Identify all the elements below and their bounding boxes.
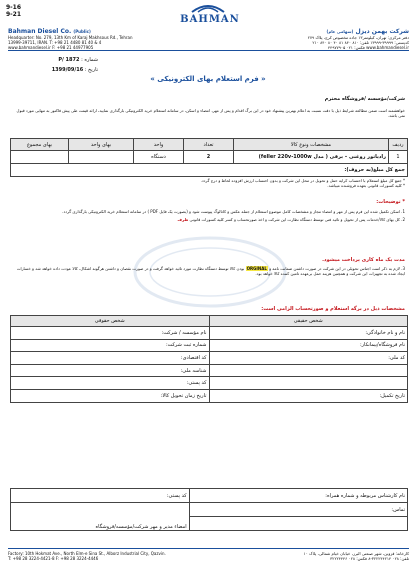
factory-phone-fa: تلفن: ۰۲۸ ۳۲۲۲۴۴۲۱۴-۸ فکس: ۰۲۸ ۳۲۲۲۴۴۴۶ — [330, 556, 409, 561]
items-header-row — [11, 139, 408, 151]
company-type-en: (Public) — [73, 29, 91, 34]
bottom-postal-field[interactable]: کد پستی: — [11, 489, 190, 503]
table-row — [11, 339, 408, 352]
note-3-rest: بودن کالا توسط دستگاه نظارت مورد تائید خواهد گرفت و در صورت نقصان و داشتن هرگونه اشکال، کالا عودت داده خواهد شد و خسارات ایجاد شده به تجهیزات این شرکت و همچنین هزینه حمل برعهده تامین کننده کالا خواهد بود. — [16, 266, 405, 276]
row-unit-price[interactable] — [69, 151, 134, 164]
delivery-date-field[interactable]: تاریخ زمان تحویل کالا: — [11, 389, 210, 402]
items-table — [10, 138, 408, 177]
ref-date-label: تاریخ : — [84, 67, 98, 73]
notes-title: * توضیحات: — [376, 199, 405, 205]
table-row — [11, 503, 408, 517]
full-name-field[interactable]: نام و نام خانوادگی: — [209, 327, 408, 340]
store-name-field[interactable]: نام فروشگاه/پیمانکار: — [209, 339, 408, 352]
required-info-title: مشخصات ذیل در برگه استعلام و صورتحساب الزامی است: — [261, 306, 405, 312]
postal-code-field[interactable]: کد پستی: — [11, 377, 210, 390]
phone-fa: کدپستی: ۳۹۹۹۹-۱۳۹۹۹ تلفن: ۸۱۰ ۸۴۰ ۸۱ ۴۰ ۸۰ ۸۴۰ ۲۱۰ — [312, 40, 409, 45]
economic-code-field[interactable]: کد اقتصادی: — [11, 352, 210, 365]
empty-field[interactable] — [209, 364, 408, 377]
col-legal-person: شخص حقوقی — [11, 316, 210, 327]
signature-stamp-field[interactable]: امضاء مدیر و مهر شرکت/مؤسسه/فروشگاه — [11, 503, 190, 531]
vendor-info-table — [10, 315, 408, 403]
expert-contact-field[interactable]: نام کارشناس مربوطه و شماره همراه: — [189, 489, 407, 503]
col-unit-price: بهای واحد — [69, 139, 134, 151]
note-3 — [13, 266, 405, 276]
address-en: Headquarter: No. 279, 13th Km of Karaj Makhsous Rd., Tehran — [8, 35, 133, 40]
col-quantity: تعداد — [184, 139, 234, 151]
table-row — [11, 364, 408, 377]
company-name-field[interactable]: نام مؤسسه / شرکت: — [11, 327, 210, 340]
ref-number-label: شماره : — [81, 57, 98, 63]
contact-phone-field[interactable]: تماس: — [189, 503, 407, 517]
col-description: مشخصات ونوع کالا — [234, 139, 389, 151]
registration-number-field[interactable]: شماره ثبت شرکت: — [11, 339, 210, 352]
form-title: « فرم استعلام بهای الکترونیکی » — [150, 75, 266, 83]
row-quantity: 2 — [184, 151, 234, 164]
condition-1: * جمع کل مبلغ استعلام با احتساب کرایه حمل و تحویل در محل این شرکت و بدون احتساب ارزش افزوده لحاظ و درج گردد. — [200, 178, 405, 183]
company-name-fa: شرکت بهمن دیزل — [355, 28, 409, 35]
national-code-field[interactable]: کد ملی: — [209, 352, 408, 365]
empty-field[interactable] — [209, 377, 408, 390]
intro-paragraph: خواهشمند است ضمن مطالعه شرایط ذیل با دقت نسبت به اعلام بهترین پیشنهاد خود در این برگ اقدام و پس از مهر، امضاء و اسکن، در سامانه استعلام خرید الکترونیکی بارگذاری نمایید، ارائه قیمت طی پیش فاکتور به تنهایی مورد قبول نمی باشد. — [16, 108, 405, 118]
note-2: 2. کل بهای کالا/خدمات پس از تحویل و تائید فنی توسط دستگاه نظارت این شرکت و اخذ صورتحساب و کسر کلیه کسورات قانونی — [189, 217, 405, 222]
ref-date: 1399/09/16 — [51, 67, 84, 73]
header-fa — [264, 28, 409, 50]
payment-period: مدت یک ماه کاری پرداخت میشود. — [322, 257, 405, 263]
completion-date-field[interactable]: تاریخ تکمیل: — [209, 389, 408, 402]
form-code-1: 9-16 — [6, 4, 22, 11]
table-row — [11, 489, 408, 503]
header-divider — [8, 50, 409, 51]
footer-fa — [209, 551, 409, 561]
form-codes — [6, 4, 21, 18]
signature-table — [10, 488, 408, 531]
notes-list — [13, 209, 405, 222]
note-1: 1. اسکن تکمیل شده این فرم پس از مهر و امضاء مجاز و مشخصات کامل موضوع استعلام از جمله عکس و کاتالوگ پیوست شود و (بصورت یک فایل PDF ) در سامانه استعلام خرید الکترونیکی بارگذاری گردد. — [62, 209, 405, 214]
company-name-en: Bahman Diesel Co. — [8, 28, 72, 35]
table-row — [11, 389, 408, 402]
table-row — [11, 377, 408, 390]
sum-label[interactable]: جمع کل مبلغ(به حروف): — [11, 164, 408, 177]
note-2-deadline: ظرف — [177, 217, 189, 222]
address-fa: دفتر مرکزی: تهران، کیلومتر۱۳ جاده مخصوص کرج، پلاک ۲۷۹ — [307, 35, 409, 40]
col-index: ردیف — [389, 139, 408, 151]
web-en: www.bahmandiesel.ir F: +98 21 44977905 — [8, 45, 94, 50]
factory-phone-en: T: +98 28 3224-4421-8 F: +98 28 3224-4446 — [8, 556, 99, 561]
row-index: 1 — [389, 151, 408, 164]
table-row — [11, 151, 408, 164]
form-code-2: 9-21 — [6, 11, 22, 18]
vendor-header-row — [11, 316, 408, 327]
brand-logo-word: BAHMAN — [180, 14, 240, 25]
factory-address-fa: کارخانه: قزوین، شهر صنعتی البرز، خیابان خیام شمالی، پلاک ۱۰ — [303, 551, 409, 556]
original-highlight: ORGINAL — [246, 266, 267, 271]
company-type-fa: (سهامی عام) — [326, 29, 354, 34]
empty-field[interactable] — [189, 517, 407, 531]
table-row — [11, 352, 408, 365]
recipient-line: شرکت/مؤسسه /فروشگاه محترم — [324, 96, 405, 102]
factory-address-en: Factory: 10th Hokmat Ave., North Elm-e Sina St., Alborz Industrial City, Qazvin. — [8, 551, 166, 556]
reference-block — [8, 57, 98, 73]
col-total-price: بهای مجموع — [11, 139, 69, 151]
table-row — [11, 327, 408, 340]
col-unit: واحد — [134, 139, 184, 151]
row-total-price[interactable] — [11, 151, 69, 164]
bahman-logo-icon — [188, 2, 228, 14]
sum-row — [11, 164, 408, 177]
row-description: رادیاتور روغنی – برقی ( مدل feller 220v-1000w) — [234, 151, 389, 164]
web-fa: www.bahmandiesel.ir فکس: ۰۲۱ ۴۴۹۷۷۹۰۵ — [328, 45, 409, 50]
note-3-intro: 3. لازم به ذکر است اجناس تحویلی در این شرکت در صورت داشتن ضمانت نامه و — [269, 266, 405, 271]
col-real-person: شخص حقیقی — [209, 316, 408, 327]
row-unit: دستگاه — [134, 151, 184, 164]
conditions — [10, 178, 405, 188]
footer-en — [8, 551, 198, 561]
national-id-field[interactable]: شناسه ملی: — [11, 364, 210, 377]
ref-number: P/ 1872 — [58, 57, 80, 63]
header-en — [8, 28, 168, 50]
condition-2: * کلیه کسورات قانونی بعهده فروشنده میباشد. — [327, 183, 405, 188]
footer-divider — [8, 548, 409, 549]
phone-en: 13999-39711, IRAN. T: +98 21 4480 81 40 & 4 — [8, 40, 102, 45]
